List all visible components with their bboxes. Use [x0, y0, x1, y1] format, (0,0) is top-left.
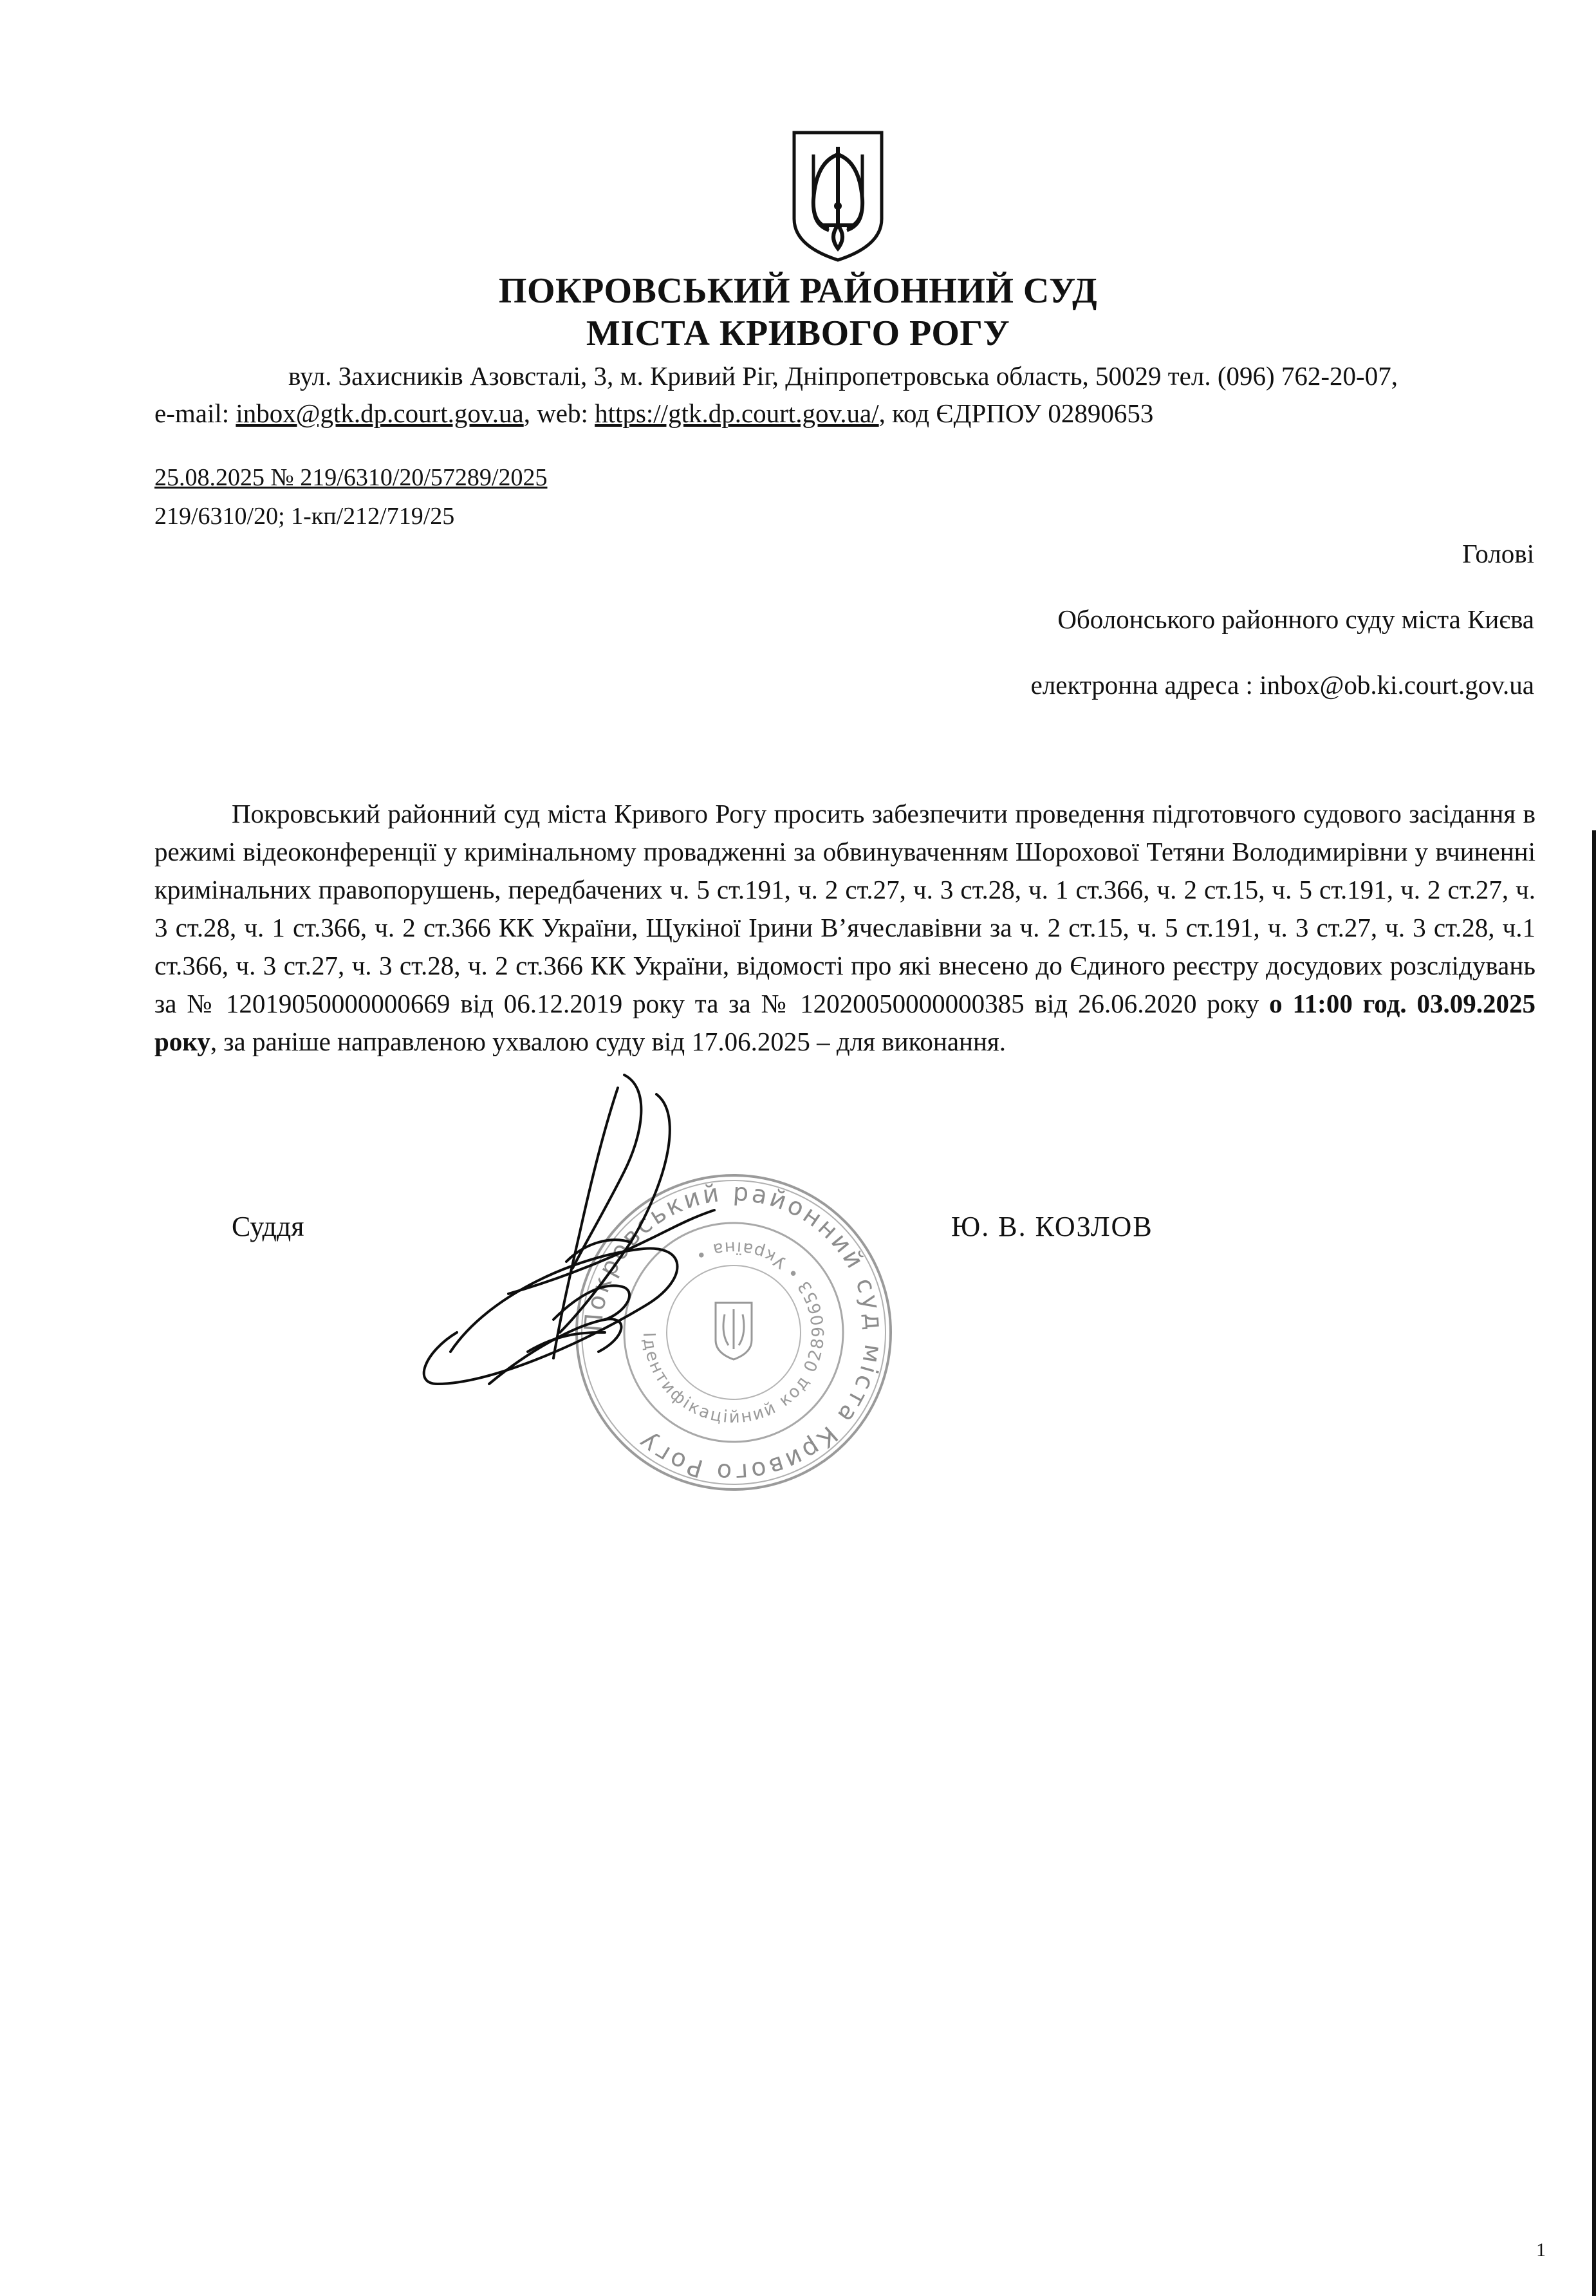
addressee-title: Голові [1462, 539, 1534, 568]
court-contacts [154, 395, 1493, 431]
signer-name: Ю. В. КОЗЛОВ [951, 1211, 1153, 1242]
coat-of-arms-icon [790, 129, 886, 264]
email-link[interactable]: inbox@gtk.dp.court.gov.ua [236, 398, 524, 428]
case-numbers: 219/6310/20; 1-кп/212/719/25 [154, 503, 455, 530]
handwritten-signature-icon [412, 1049, 798, 1448]
web-link[interactable]: https://gtk.dp.court.gov.ua/ [595, 398, 879, 428]
web-label: , web: [523, 398, 595, 428]
page-number: 1 [1536, 2239, 1546, 2261]
body-text: Покровський районний суд міста Кривого Рогу просить забезпечити проведення підготовчого судового засідання в режимі відеоконференції у кримінальному провадженні за обвинуваченням Шорохової Тетяни Володимирівни у вчиненні кримінальних правопорушень, передбачених ч. 5 ст.191, ч. 2 ст.27, ч. 3 ст.28, ч. 1 ст.366, ч. 2 ст.15, ч. 5 ст.191, ч. 2 ст.27, ч. 3 ст.28, ч. 1 ст.366, ч. 2 ст.366 КК України, Щукіної Ірини В’ячеславівни за ч. 2 ст.15, ч. 5 ст.191, ч. 3 ст.27, ч. 3 ст.28, ч.1 ст.366, ч. 3 ст.27, ч. 3 ст.28, ч. 2 ст.366 КК України, відомості про які внесено до Єдиного реєстру досудових розслідувань за № 12019050000000669 від 06.12.2019 року та за № 12020050000000385 від 26.06.2020 року [154, 799, 1536, 1018]
addressee-court: Оболонського районного суду міста Києва [1057, 604, 1534, 634]
court-name-line2: МІСТА КРИВОГО РОГУ [586, 313, 1010, 353]
email-label: e-mail: [154, 398, 236, 428]
scan-edge-shadow [1592, 830, 1596, 2296]
seal-outer-text: Покровський районний суд міста Кривого Рогу [579, 1177, 889, 1488]
letter-body [154, 795, 1536, 1061]
edrpou-code: , код ЄДРПОУ 02890653 [878, 398, 1154, 428]
outgoing-number: 25.08.2025 № 219/6310/20/57289/2025 [154, 464, 548, 491]
addressee-email: електронна адреса : inbox@ob.ki.court.gov.ua [1030, 670, 1534, 700]
court-name-line1: ПОКРОВСЬКИЙ РАЙОННИЙ СУД [498, 271, 1098, 311]
signer-role: Суддя [232, 1211, 304, 1242]
court-address: вул. Захисників Азовсталі, 3, м. Кривий Ріг, Дніпропетровська область, 50029 тел. (096) 762-20-07, [288, 361, 1398, 391]
seal-inner-text: Ідентифікаційний код 02890653 • Україна • [638, 1237, 829, 1428]
body-tail: , за раніше направленою ухвалою суду від 17.06.2025 – для виконання. [210, 1027, 1007, 1056]
hearing-time: о 11:00 год. 03.09.2025 року [154, 989, 1536, 1056]
